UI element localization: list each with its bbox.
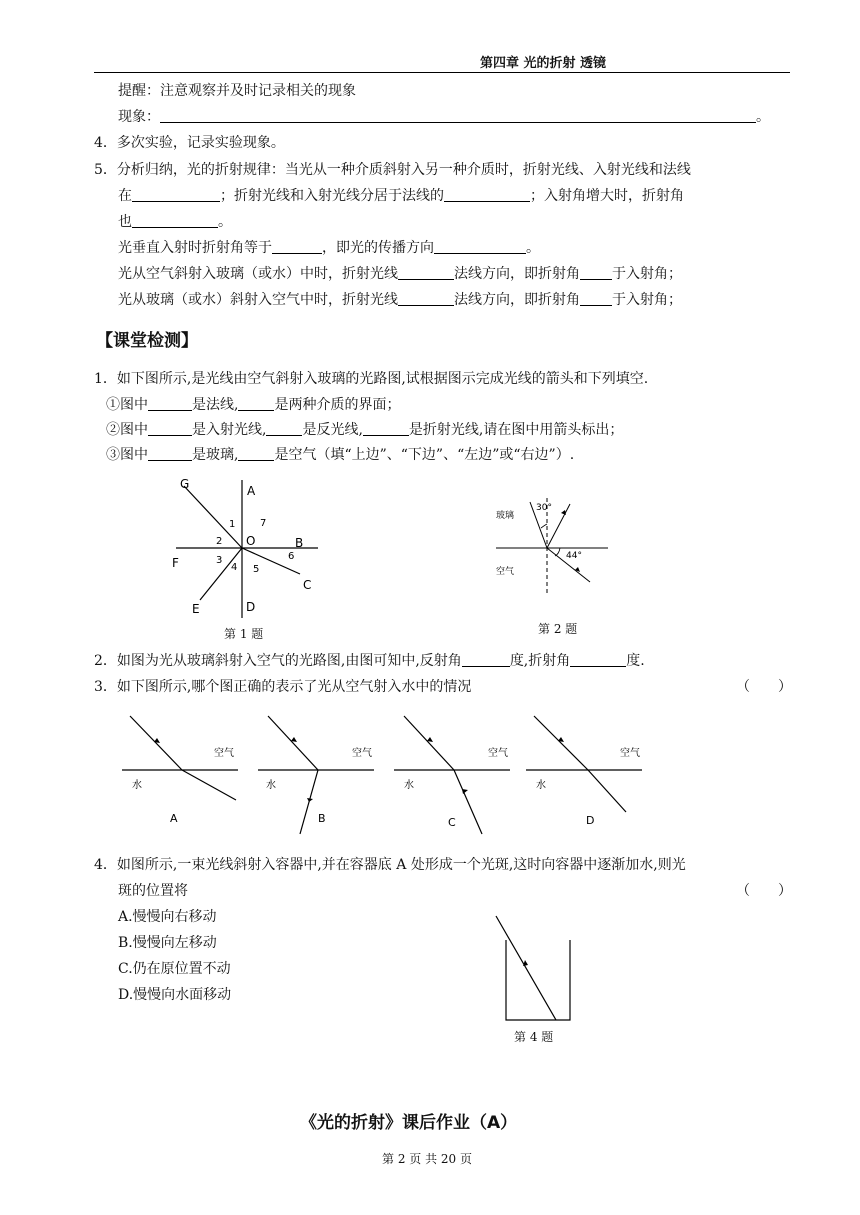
option-D-label: D <box>586 814 595 827</box>
light-ray <box>496 916 556 1020</box>
text-segment: 是玻璃, <box>192 447 239 463</box>
label-C: C <box>303 578 312 592</box>
incident-ray <box>130 716 182 770</box>
text-segment: 法线方向，即折射角 <box>454 266 580 282</box>
q4-stem-1: 4．如图所示,一束光线斜射入容器中,并在容器底 A 处形成一个光斑,这时向容器中逐渐加水,则光 <box>94 857 686 873</box>
text-segment: ，即光的传播方向 <box>322 240 434 256</box>
text-segment: ③图中 <box>106 447 148 463</box>
q4-stem-2: 斑的位置将 <box>118 883 188 899</box>
page-footer: 第 2 页 共 20 页 <box>382 1152 472 1166</box>
text-segment: 是入射光线, <box>192 422 267 438</box>
text-segment: 是空气（填“上边”、“下边”、“左边”或“右边”）. <box>274 447 575 463</box>
text-segment: 是法线, <box>192 397 239 413</box>
blank-refracted[interactable] <box>363 421 409 436</box>
angle-2: 2 <box>216 536 223 547</box>
phenomenon-line <box>118 106 770 126</box>
q2-text <box>94 650 645 670</box>
label-E: E <box>192 602 200 616</box>
blank-direction[interactable] <box>434 239 526 254</box>
air-label-C: 空气 <box>488 748 508 759</box>
q3-answer-paren[interactable]: （ ） <box>736 679 792 695</box>
q4-answer-paren[interactable]: （ ） <box>736 883 792 899</box>
q4-option-b[interactable]: B.慢慢向左移动 <box>118 935 217 951</box>
incident-ray <box>404 716 454 770</box>
step-5-line-1: 5．分析归纳，光的折射规律：当光从一种介质斜射入另一种介质时，折射光线、入射光线和法线 <box>94 162 691 178</box>
reflected-arrow <box>561 510 566 515</box>
text-segment: 于入射角； <box>612 266 682 282</box>
option-C-label: C <box>448 816 456 829</box>
text-segment: ；折射光线和入射光线分居于法线的 <box>220 188 444 204</box>
text-segment: 。 <box>526 240 540 256</box>
air-label: 空气 <box>496 567 515 577</box>
refracted-ray <box>588 770 626 812</box>
q3-options-figure <box>118 712 648 838</box>
phenomenon-label: 现象： <box>118 109 160 125</box>
blank-glass-away[interactable] <box>398 291 454 306</box>
text-segment: ②图中 <box>106 422 148 438</box>
label-F: F <box>172 556 179 570</box>
header-rule <box>94 72 790 73</box>
glass-label: 玻璃 <box>496 511 515 521</box>
angle-3: 3 <box>216 555 223 566</box>
water-label-C: 水 <box>404 780 414 791</box>
blank-interface[interactable] <box>238 396 274 411</box>
option-D-diagram[interactable] <box>526 716 642 812</box>
q1-line-3 <box>106 444 574 464</box>
step-4: 4．多次实验，记录实验现象。 <box>94 135 285 151</box>
q4-option-c[interactable]: C.仍在原位置不动 <box>118 961 231 977</box>
blank-increase[interactable] <box>132 213 218 228</box>
reminder-text: 提醒：注意观察并及时记录相关的现象 <box>118 83 356 99</box>
blank-glass-compare[interactable] <box>580 291 612 306</box>
incident-ray <box>268 716 318 770</box>
text-segment: 于入射角； <box>612 292 682 308</box>
angle-arc-top <box>541 524 547 528</box>
air-to-glass-line <box>118 263 682 283</box>
text-segment: 光从玻璃（或水）斜射入空气中时，折射光线 <box>118 292 398 308</box>
angle-4: 4 <box>231 562 238 573</box>
ray-go <box>184 486 242 548</box>
figure-1-caption: 第 1 题 <box>224 627 264 641</box>
angle-bottom-label: 44° <box>566 551 582 561</box>
text-segment: 是两种介质的界面； <box>274 397 401 413</box>
blank-air[interactable] <box>238 446 274 461</box>
air-label-D: 空气 <box>620 748 640 759</box>
blank-glass[interactable] <box>148 446 192 461</box>
text-segment: ①图中 <box>106 397 148 413</box>
water-label-D: 水 <box>536 780 546 791</box>
label-O: O <box>246 534 256 548</box>
label-G: G <box>180 477 190 491</box>
q4-option-a[interactable]: A.慢慢向右移动 <box>118 909 217 925</box>
option-A-label: A <box>170 812 178 825</box>
q3-stem: 3．如下图所示,哪个图正确的表示了光从空气射入水中的情况 <box>94 679 472 695</box>
blank-air-compare[interactable] <box>580 265 612 280</box>
homework-title: 《光的折射》课后作业（A） <box>300 1113 518 1133</box>
q4-option-d[interactable]: D.慢慢向水面移动 <box>118 987 232 1003</box>
q1-stem: 1．如下图所示,是光线由空气斜射入玻璃的光路图,试根据图示完成光线的箭头和下列填空. <box>94 371 649 387</box>
blank-perp-angle[interactable] <box>272 239 322 254</box>
perpendicular-line <box>118 237 540 257</box>
air-label-A: 空气 <box>214 748 234 759</box>
incident-ray <box>534 716 588 770</box>
blank-air-toward[interactable] <box>398 265 454 280</box>
angle-6: 6 <box>288 551 295 562</box>
text-segment: 度. <box>626 653 645 669</box>
figure-2-caption: 第 2 题 <box>538 622 578 636</box>
q1-line-2 <box>106 419 623 439</box>
angle-5: 5 <box>253 564 260 575</box>
figure-4-caption: 第 4 题 <box>514 1030 554 1044</box>
container-outline <box>506 940 570 1020</box>
water-label-B: 水 <box>266 780 276 791</box>
text-segment: ；入射角增大时，折射角 <box>530 188 684 204</box>
angle-7: 7 <box>260 518 267 529</box>
blank-reflect-angle[interactable] <box>462 652 510 667</box>
figure-1-diagram <box>160 472 340 622</box>
option-B-label: B <box>318 812 326 825</box>
label-A: A <box>247 484 256 498</box>
air-label-B: 空气 <box>352 748 372 759</box>
q1-line-1 <box>106 394 400 414</box>
figure-4-container <box>490 912 580 1024</box>
phenomenon-blank[interactable] <box>160 108 756 123</box>
phenomenon-end: 。 <box>756 109 770 125</box>
text-segment: 。 <box>218 214 232 230</box>
text-segment: 光垂直入射时折射角等于 <box>118 240 272 256</box>
blank-plane[interactable] <box>132 187 220 202</box>
text-segment: 是反光线, <box>302 422 363 438</box>
blank-sides[interactable] <box>444 187 530 202</box>
step-5-line-3 <box>118 211 232 231</box>
label-B: B <box>295 536 304 550</box>
blank-incident[interactable] <box>148 421 192 436</box>
step-5-line-2 <box>118 185 684 205</box>
text-segment: 法线方向，即折射角 <box>454 292 580 308</box>
text-segment: 度,折射角 <box>509 653 571 669</box>
blank-refract-angle[interactable] <box>570 652 626 667</box>
figure-2-diagram <box>490 492 620 596</box>
text-segment: 光从空气斜射入玻璃（或水）中时，折射光线 <box>118 266 398 282</box>
arrow-icon <box>462 789 468 794</box>
chapter-header: 第四章 光的折射 透镜 <box>480 56 607 71</box>
option-B-diagram[interactable] <box>258 716 374 834</box>
text-segment: 在 <box>118 188 132 204</box>
angle-1: 1 <box>229 519 236 530</box>
water-label-A: 水 <box>132 780 142 791</box>
text-segment: 也 <box>118 214 132 230</box>
refracted-ray <box>182 770 236 800</box>
text-segment: 是折射光线,请在图中用箭头标出； <box>408 422 624 438</box>
text-segment: 2．如图为光从玻璃斜射入空气的光路图,由图可知中,反射角 <box>94 653 462 669</box>
glass-to-air-line <box>118 289 682 309</box>
refracted-ray <box>454 770 482 834</box>
blank-reflected[interactable] <box>266 421 302 436</box>
arrow-icon <box>307 798 313 802</box>
angle-top-label: 30° <box>536 503 552 513</box>
blank-normal[interactable] <box>148 396 192 411</box>
section-heading: 【课堂检测】 <box>96 331 198 351</box>
label-D: D <box>246 600 256 614</box>
